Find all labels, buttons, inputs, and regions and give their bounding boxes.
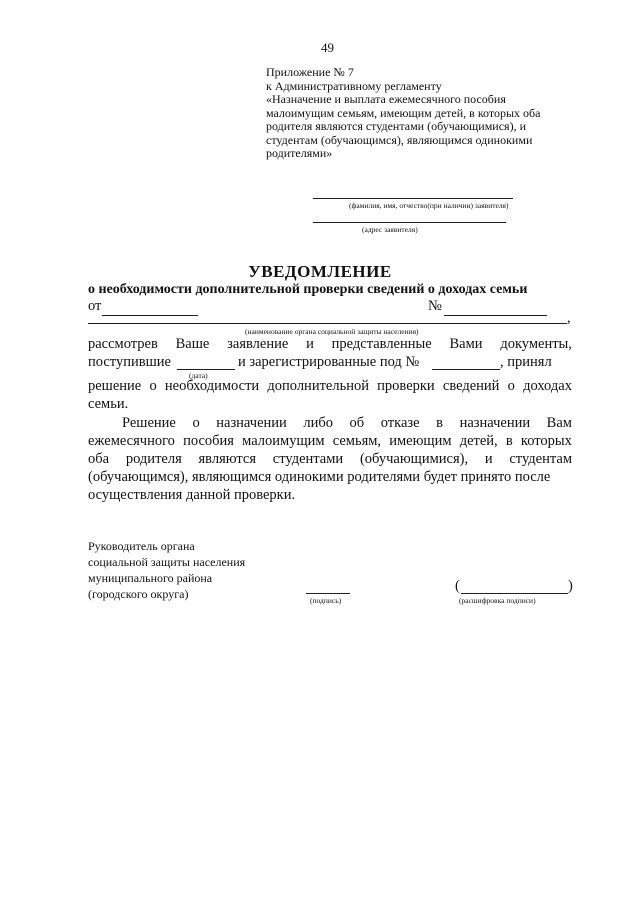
word: заявление: [227, 336, 289, 352]
word: и: [306, 336, 314, 352]
registered-label: и зарегистрированные под №: [238, 354, 420, 370]
from-label: от: [88, 298, 102, 314]
page-number: 49: [321, 40, 334, 55]
paragraph-1-line-4: семьи.: [88, 396, 129, 412]
word: об: [349, 415, 365, 431]
word: (обучающимися),: [359, 451, 469, 467]
word: необходимости: [164, 378, 260, 394]
word: представленные: [331, 336, 432, 352]
word: документы,: [500, 336, 572, 352]
appendix-line: родителями»: [266, 146, 333, 160]
applicant-fio-caption: (фамилия, имя, отчество(при наличии) заявителя): [349, 201, 509, 210]
organization-field-line[interactable]: [88, 323, 567, 324]
word: имеющим: [389, 433, 452, 449]
paragraph-1-line-1: [88, 336, 572, 353]
decode-open-paren: (: [455, 578, 460, 594]
word: малоимущим: [242, 433, 325, 449]
word: отказе: [380, 415, 420, 431]
appendix-line: Приложение № 7: [266, 65, 354, 79]
word: доходах: [523, 378, 572, 394]
word: Ваше: [175, 336, 210, 352]
decode-close-paren: ): [568, 578, 573, 594]
word: дополнительной: [267, 378, 369, 394]
word: оба: [88, 451, 110, 467]
word: и: [484, 451, 493, 467]
word: пособия: [183, 433, 234, 449]
organization-caption: (наименование органа социальной защиты населения): [245, 327, 419, 336]
word: либо: [303, 415, 333, 431]
word: ежемесячного: [88, 433, 175, 449]
word: о: [507, 378, 515, 394]
word: о: [192, 415, 200, 431]
number-field-line[interactable]: [444, 315, 547, 316]
paragraph-2-line-2: [88, 433, 572, 450]
notice-subtitle: о необходимости дополнительной проверки сведений о доходах семьи: [88, 282, 528, 297]
word: о: [149, 378, 157, 394]
received-label: поступившие: [88, 354, 171, 370]
word: детей,: [459, 433, 498, 449]
word: проверки: [377, 378, 435, 394]
signature-decode-line[interactable]: [461, 593, 568, 594]
applicant-address-line[interactable]: [313, 222, 506, 223]
word: которых: [520, 433, 572, 449]
signatory-line: муниципального района: [88, 571, 213, 585]
signatory-line: (городского округа): [88, 587, 189, 601]
signature-line[interactable]: [306, 593, 350, 594]
word: семьям,: [332, 433, 382, 449]
date-field-line[interactable]: [102, 315, 198, 316]
registration-number-line[interactable]: [432, 369, 500, 370]
word: Вами: [449, 336, 483, 352]
paragraph-2-line-1: [122, 415, 572, 432]
received-date-line[interactable]: [177, 369, 235, 370]
word: назначении: [459, 415, 531, 431]
paragraph-2-line-4: (обучающимся), являющимся одинокими родителями будет принято после: [88, 469, 551, 485]
word: Вам: [546, 415, 572, 431]
word: сведений: [442, 378, 500, 394]
appendix-line: малоимущим семьям, имеющим детей, в которых оба: [266, 105, 541, 120]
word: студентам: [509, 451, 572, 467]
word: являются: [198, 451, 257, 467]
word: Решение: [122, 415, 176, 431]
appendix-line: «Назначение и выплата ежемесячного пособия: [266, 92, 506, 106]
signatory-line: социальной защиты населения: [88, 555, 246, 569]
word: родителя: [125, 451, 182, 467]
paragraph-2-line-3: [88, 451, 572, 468]
word: в: [505, 433, 513, 449]
word: назначении: [216, 415, 287, 431]
word: в: [436, 415, 443, 431]
word: рассмотрев: [88, 336, 158, 352]
date-caption: (дата): [189, 371, 208, 380]
signature-decode-caption: (расшифровка подписи): [459, 596, 536, 605]
word: решение: [88, 378, 142, 394]
applicant-address-caption: (адрес заявителя): [362, 225, 418, 234]
comma: ,: [567, 310, 571, 326]
signatory-line: Руководитель органа: [88, 539, 195, 553]
number-label: №: [428, 298, 442, 314]
accepted-label: , принял: [500, 354, 552, 370]
appendix-line: студентам (обучающимся), являющимся одинокими: [266, 132, 533, 147]
appendix-line: родителя являются студентами (обучающимися), и: [266, 119, 526, 133]
paragraph-1-line-3: [88, 378, 572, 395]
appendix-line: к Административному регламенту: [266, 78, 442, 93]
signature-caption: (подпись): [310, 596, 342, 605]
applicant-fio-line[interactable]: [313, 198, 513, 199]
word: студентами: [272, 451, 344, 467]
notice-title: УВЕДОМЛЕНИЕ: [248, 262, 392, 281]
appendix-header: [266, 66, 586, 161]
signatory-block: [88, 538, 288, 602]
paragraph-2-line-5: осуществления данной проверки.: [88, 487, 296, 503]
